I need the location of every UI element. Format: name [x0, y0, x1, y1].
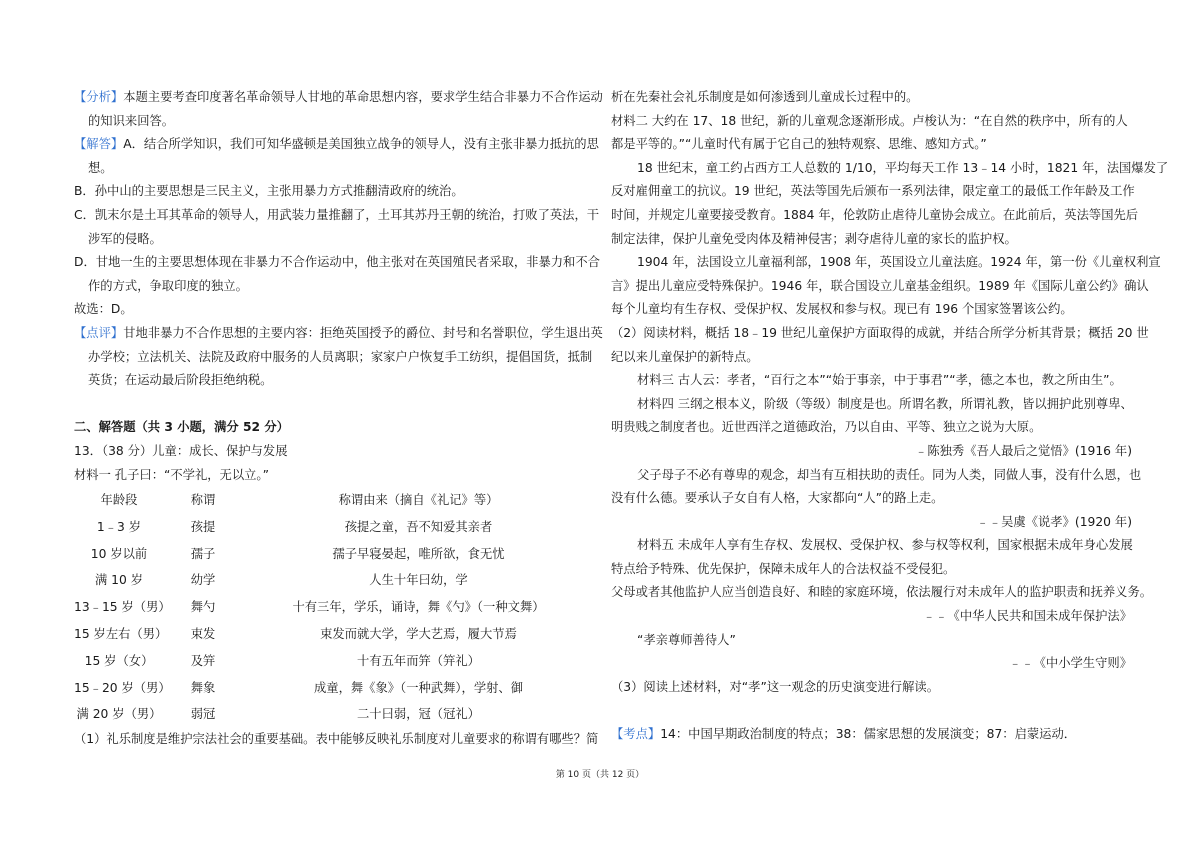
table-cell-age: 13﹣15 岁（男）	[74, 600, 171, 615]
answer-d: D．甘地一生的主要思想体现在非暴力不合作运动中，他主张对在英国殖民者采取，非暴力和不合	[74, 255, 600, 270]
question-3: （3）阅读上述材料，对“孝”这一观念的历史演变进行解读。	[611, 679, 939, 694]
table-cell-age: 满 10 岁	[94, 573, 144, 588]
table-cell-age: 1﹣3 岁	[96, 519, 142, 534]
kaodian-line	[611, 723, 1132, 747]
table-cell-origin: 成童，舞《象》（一种武舞），学射、御	[313, 680, 524, 695]
paragraph-2-line-1: 1904 年，法国设立儿童福利部，1908 年，英国设立儿童法庭。1924 年，第一份《儿童权利宣	[637, 255, 1161, 270]
analysis-line	[74, 86, 603, 110]
comment-text-cont-1: 办学校；立法机关、法院及政府中服务的人员离职；家家户户恢复手工纺织，提倡国货，抵制	[88, 349, 593, 364]
material-5-source: ﹣﹣《中华人民共和国未成年保护法》	[922, 609, 1132, 624]
table-cell-title: 舞象	[190, 680, 216, 695]
page-footer: 第 10 页（共 12 页）	[555, 770, 645, 780]
table-cell-title: 孺子	[190, 546, 216, 561]
analysis-tag: 【分析】	[74, 90, 124, 104]
answer-c: C．凯末尔是土耳其革命的领导人，用武装力量推翻了，土耳其苏丹王朝的统治，打败了英法，干	[74, 207, 600, 222]
material-4-line-1: 材料四 三纲之根本义，阶级（等级）制度是也。所谓名教，所谓礼教，皆以拥护此别尊卑、	[637, 396, 1133, 411]
analysis-text: 本题主要考查印度著名革命领导人甘地的革命思想内容，要求学生结合非暴力不合作运动	[123, 90, 603, 104]
table-cell-age: 10 岁以前	[90, 546, 148, 561]
comment-tag: 【点评】	[74, 325, 124, 340]
table-cell-origin: 二十曰弱，冠（冠礼）	[357, 707, 480, 722]
table-row	[74, 675, 595, 702]
comment-text: 甘地非暴力不合作思想的主要内容：拒绝英国授予的爵位、封号和名誉职位，学生退出英	[123, 325, 603, 340]
answer-d-cont: 作的方式，争取印度的独立。	[88, 278, 248, 293]
quote: “孝亲尊师善待人”	[637, 632, 736, 647]
table-cell-title: 孩提	[190, 519, 216, 534]
material-4-source: ﹣陈独秀《吾人最后之觉悟》(1916 年)	[915, 443, 1132, 458]
comment-text-cont-2: 英货；在运动最后阶段拒绝纳税。	[88, 373, 273, 388]
table-cell-age: 15﹣20 岁（男）	[74, 680, 171, 695]
table-row	[74, 514, 595, 541]
table-cell-title: 束发	[190, 627, 216, 642]
analysis-text-cont: 的知识来回答。	[88, 113, 175, 128]
table-cell-age: 满 20 岁（男）	[76, 707, 162, 722]
kaodian-tag: 【考点】	[611, 727, 661, 742]
table-cell-title: 舞勺	[190, 600, 216, 615]
question-2-line-1: （2）阅读材料，概括 18﹣19 世纪儿童保护方面取得的成就，并结合所学分析其背景；概括 20 世	[611, 325, 1149, 340]
question-1-cont: 析在先秦社会礼乐制度是如何渗透到儿童成长过程中的。	[611, 90, 919, 104]
table-cell-origin: 孺子早寝晏起，唯所欲，食无忧	[332, 546, 505, 561]
table-header	[74, 487, 595, 514]
table-cell-origin: 十有三年，学乐，诵诗，舞《勺》（一种文舞）	[292, 600, 545, 615]
material-3: 材料三 古人云：孝者，“百行之本”“始于事亲，中于事君”“孝，德之本也，教之所由生”。	[637, 373, 1122, 388]
right-column	[611, 86, 1169, 747]
paragraph-1-line-4: 制定法律，保护儿童免受肉体及精神侵害；剥夺虐待儿童的家长的监护权。	[611, 231, 1017, 246]
answer-tag: 【解答】	[74, 137, 124, 152]
answer-line	[74, 133, 599, 157]
table-cell-title: 幼学	[190, 573, 216, 588]
table-cell-title: 弱冠	[190, 707, 216, 722]
material-5-line-3: 父母或者其他监护人应当创造良好、和睦的家庭环境，依法履行对未成年人的监护职责和抚养义务。	[611, 585, 1153, 600]
paragraph-2-line-3: 每个儿童均有生存权、受保护权、发展权和参与权。现已有 196 个国家签署该公约。	[611, 302, 1073, 317]
comment-line	[74, 322, 603, 346]
header-age: 年龄段	[100, 493, 138, 508]
paragraph-1-line-2: 反对雇佣童工的抗议。19 世纪，英法等国先后颁布一系列法律，限定童工的最低工作年龄及工作	[611, 184, 1135, 199]
paragraph-3-line-2: 没有什么德。要承认子女自有人格，大家都向“人”的路上走。	[611, 491, 944, 506]
paragraph-2-line-2: 言》提出儿童应受特殊保护。1946 年，联合国设立儿童基金组织。1989 年《国际儿童公约》确认	[611, 278, 1149, 293]
answer-a-cont: 想。	[88, 160, 113, 175]
table-cell-origin: 孩提之童，吾不知爱其亲者	[344, 519, 493, 534]
table-cell-title: 及笄	[190, 653, 216, 668]
table-cell-origin: 十有五年而笄（笄礼）	[357, 653, 480, 668]
table-row	[74, 621, 595, 648]
question-2-line-2: 纪以来儿童保护的新特点。	[611, 349, 759, 364]
answer-choice: 故选：D。	[74, 302, 133, 317]
material-4-line-2: 明贵贱之制度者也。近世西洋之道德政治，乃以自由、平等、独立之说为大原。	[611, 420, 1042, 435]
paragraph-1-line-1: 18 世纪末，童工约占西方工人总数的 1/10，平均每天工作 13﹣14 小时，1821 年，法国爆发了	[637, 160, 1169, 175]
table-cell-origin: 束发而就大学，学大艺焉，履大节焉	[320, 627, 517, 642]
paragraph-3-source: ﹣﹣吴虞《说孝》(1920 年)	[976, 514, 1132, 529]
paragraph-3-line-1: 父子母子不必有尊卑的观念，却当有互相扶助的责任。同为人类，同做人事，没有什么恩，也	[637, 467, 1142, 482]
table-cell-origin: 人生十年曰幼，学	[369, 573, 468, 588]
title-table	[74, 487, 595, 728]
kaodian-text: 14：中国早期政治制度的特点；38：儒家思想的发展演变；87：启蒙运动．	[660, 727, 1077, 742]
header-origin: 称谓由来（摘自《礼记》等）	[338, 493, 499, 508]
table-cell-age: 15 岁左右（男）	[74, 627, 168, 642]
quote-source: ﹣﹣《中小学生守则》	[1009, 656, 1132, 671]
answer-c-cont: 涉军的侵略。	[88, 231, 162, 246]
table-row	[74, 594, 595, 621]
question-13-title: 13．（38 分）儿童：成长、保护与发展	[74, 443, 288, 458]
table-cell-age: 15 岁（女）	[84, 653, 154, 668]
material-5-line-1: 材料五 未成年人享有生存权、发展权、受保护权、参与权等权利，国家根据未成年身心发展	[637, 538, 1133, 553]
question-1: （1）礼乐制度是维护宗法社会的重要基础。表中能够反映礼乐制度对儿童要求的称谓有哪些？简	[74, 732, 599, 747]
paragraph-1-line-3: 时间，并规定儿童要接受教育。1884 年，伦敦防止虐待儿童协会成立。在此前后，英法等国先后	[611, 207, 1139, 222]
header-title: 称谓	[190, 493, 216, 508]
material-2-line-2: 都是平等的。”“儿童时代有属于它自己的独特观察、思维、感知方式。”	[611, 137, 987, 152]
answer-b: B．孙中山的主要思想是三民主义，主张用暴力方式推翻清政府的统治。	[74, 184, 464, 199]
table-row	[74, 701, 595, 728]
left-column	[74, 86, 603, 752]
answer-a: A．结合所学知识，我们可知华盛顿是美国独立战争的领导人，没有主张非暴力抵抗的思	[123, 137, 599, 152]
table-row	[74, 567, 595, 594]
material-5-line-2: 特点给予特殊、优先保护，保障未成年人的合法权益不受侵犯。	[611, 561, 956, 576]
section-title: 二、解答题（共 3 小题，满分 52 分）	[74, 420, 289, 435]
material-1: 材料一 孔子曰：“不学礼，无以立。”	[74, 467, 269, 482]
table-row	[74, 648, 595, 675]
material-2-line-1: 材料二 大约在 17、18 世纪，新的儿童观念逐渐形成。卢梭认为：“在自然的秩序中，所有的人	[611, 113, 1128, 128]
table-row	[74, 541, 595, 568]
